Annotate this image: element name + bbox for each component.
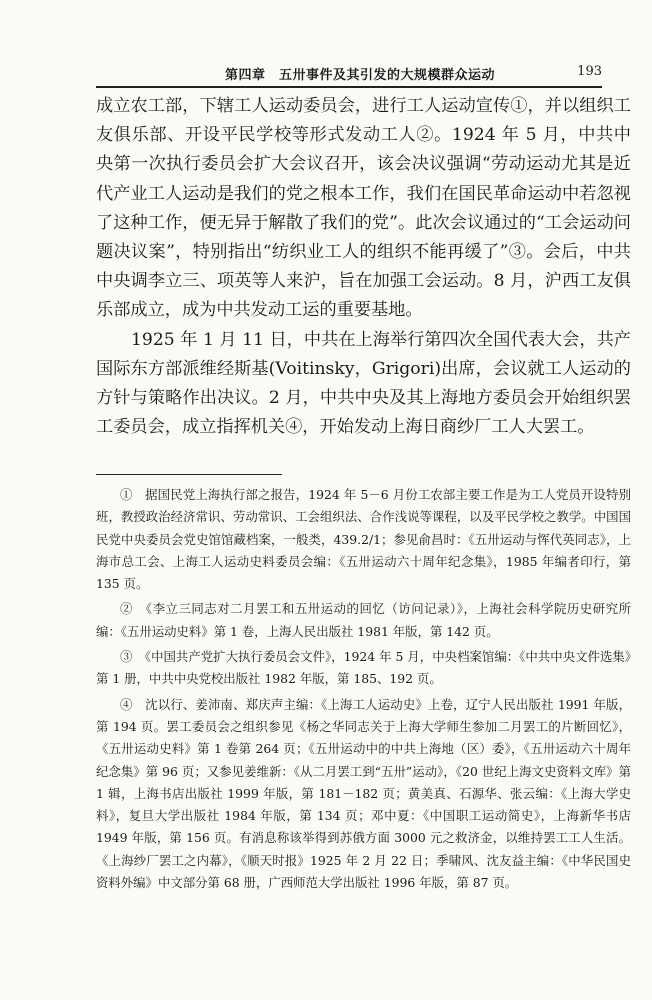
- body-paragraph: 成立农工部，下辖工人运动委员会，进行工人运动宣传①，并以组织工友俱乐部、开设平民学校等形式发动工人②。1924 年 5 月，中共中央第一次执行委员会扩大会议召开，该会决议强调“劳动运动尤其是近代产业工人运动是我们的党之根本工作，我们在国民革命运动中若忽视了这种工作，便无异于解散了我们的党”。此次会议通过的“工会运动问题决议案”，特别指出“纺织业工人的组织不能再缓了”③。会后，中共中央调李立三、项英等人来沪，旨在加强工会运动。8 月，沪西工友俱乐部成立，成为中共发动工运的重要基地。: [96, 96, 631, 321]
- body-paragraph: 1925 年 1 月 11 日，中共在上海举行第四次全国代表大会，共产国际东方部派维经斯基(Voitinsky，Grigori)出席，会议就工人运动的方针与策略作出决议。2 月，中共中央及其上海地方委员会开始组织罢工委员会，成立指挥机关④，开始发动上海日商纱厂工人大罢工。: [96, 329, 631, 438]
- footnote-divider: [96, 474, 282, 475]
- main-text: [96, 92, 631, 442]
- footnotes: [96, 484, 631, 894]
- footnote-1: ① 据国民党上海执行部之报告，1924 年 5－6 月份工农部主要工作是为工人党员开设特别班，教授政治经济常识、劳动常识、工会组织法、合作浅说等课程，以及平民学校之教学。中国国民党中央委员会党史馆馆藏档案，一般类，439.2/1；参见俞昌时：《五卅运动与恽代英同志》，上海市总工会、上海工人运动史料委员会编：《五卅运动六十周年纪念集》，1985 年编者印行，第 135 页。: [96, 487, 631, 592]
- footnote-4: ④ 沈以行、姜沛南、郑庆声主编：《上海工人运动史》上卷，辽宁人民出版社 1991 年版，第 194 页。罢工委员会之组织参见《杨之华同志关于上海大学师生参加二月罢工的片断回忆》，《五卅运动史料》第 1 卷第 264 页；《五卅运动中的中共上海地（区）委》，《五卅运动六十周年纪念集》第 96 页；又参见姜维新：《从二月罢工到“五卅”运动》，《20 世纪上海文史资料文库》第 1 辑，上海书店出版社 1999 年版，第 181－182 页；黄美真、石源华、张云编：《上海大学史料》，复旦大学出版社 1984 年版，第 134 页；邓中夏：《中国职工运动简史》，上海新华书店 1949 年版，第 156 页。有消息称该举得到苏俄方面 3000 元之救济金，以维持罢工工人生活。《上海纱厂罢工之内幕》，《顺天时报》1925 年 2 月 22 日；季啸风、沈友益主编：《中华民国史资料外编》中文部分第 68 册，广西师范大学出版社 1996 年版，第 87 页。: [96, 696, 631, 891]
- running-header: [96, 62, 602, 82]
- header-rule: [96, 86, 602, 88]
- footnote-2: ② 《李立三同志对二月罢工和五卅运动的回忆（访问记录）》，上海社会科学院历史研究所编：《五卅运动史料》第 1 卷，上海人民出版社 1981 年版，第 142 页。: [96, 601, 631, 639]
- chapter-title: 第四章 五卅事件及其引发的大规模群众运动: [225, 68, 496, 83]
- page-number: 193: [577, 64, 602, 79]
- footnote-3: ③ 《中国共产党扩大执行委员会文件》，1924 年 5 月，中央档案馆编：《中共中央文件选集》第 1 册，中共中央党校出版社 1982 年版，第 185、192 页。: [96, 649, 631, 687]
